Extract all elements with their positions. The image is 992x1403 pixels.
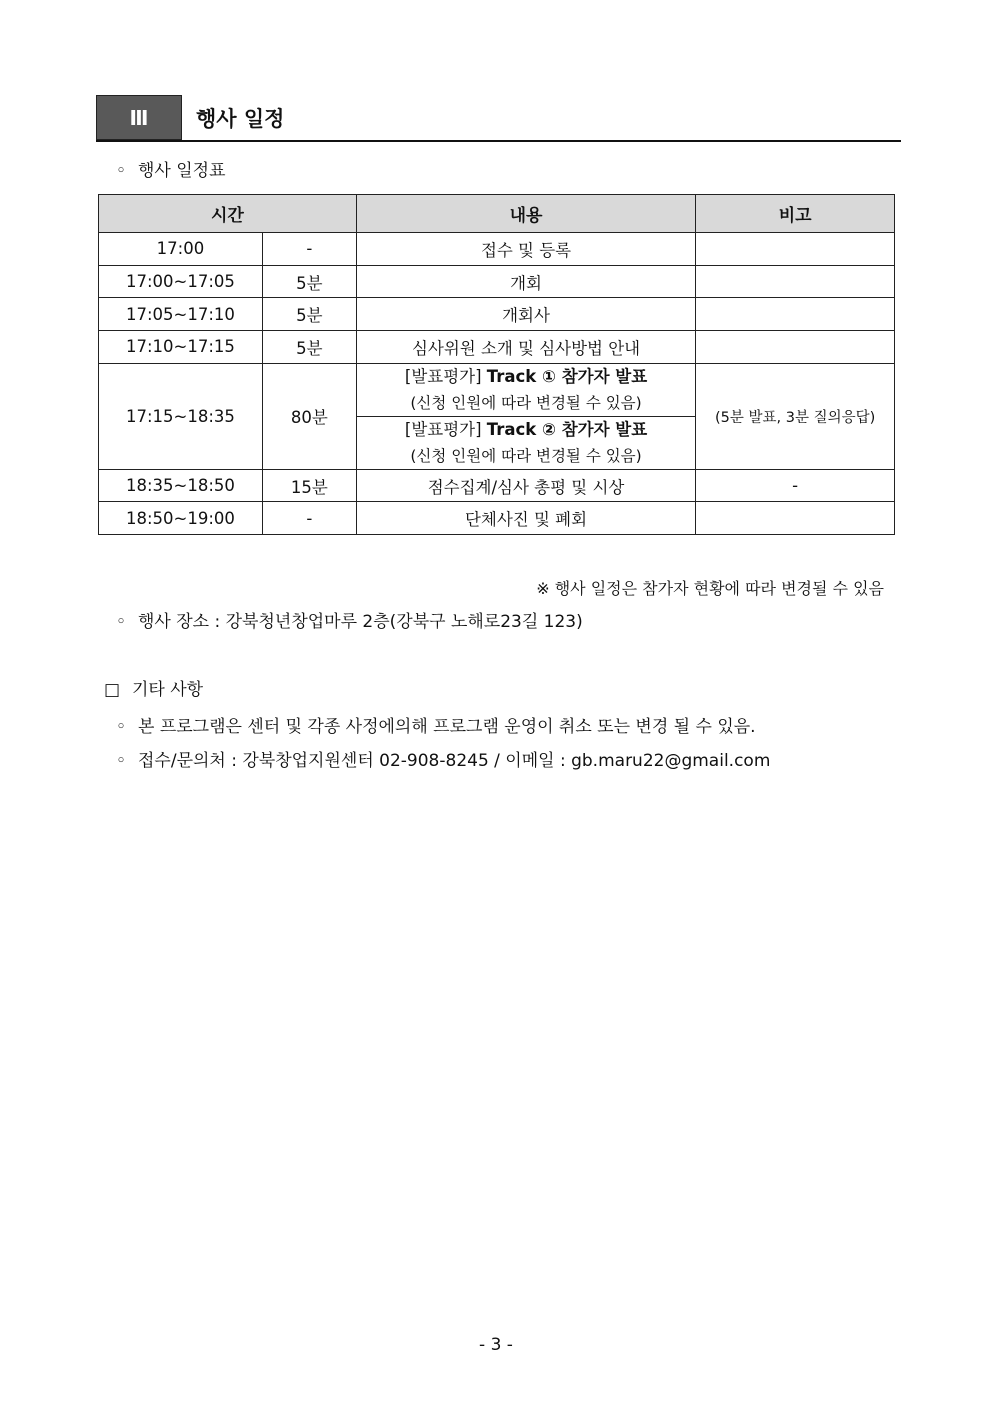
other-title-line: [104, 675, 203, 700]
track-2-bold: Track ② 참가자 발표: [486, 419, 648, 439]
cell-content: 단체사진 및 폐회: [356, 502, 696, 535]
circle-bullet-icon: ◦: [116, 612, 127, 632]
cell-duration: 5분: [262, 298, 356, 331]
other-title: 기타 사항: [132, 680, 204, 700]
cell-time: 17:10~17:15: [99, 331, 263, 364]
table-row: [99, 265, 895, 298]
cell-time: 18:50~19:00: [99, 502, 263, 535]
circle-bullet-icon: ◦: [116, 161, 127, 181]
cell-track-2: [356, 416, 696, 469]
cell-time: 18:35~18:50: [99, 469, 263, 502]
track-2-prefix: [발표평가]: [404, 419, 482, 439]
other-item: [116, 746, 770, 771]
cell-duration: -: [262, 233, 356, 266]
venue-line: [116, 607, 583, 632]
track-1-bold: Track ① 참가자 발표: [486, 366, 648, 386]
circle-bullet-icon: ◦: [116, 751, 127, 771]
section-number: Ⅲ: [96, 95, 182, 140]
cell-duration: 5분: [262, 265, 356, 298]
schedule-table: [98, 194, 895, 535]
cell-time: 17:15~18:35: [99, 363, 263, 469]
track-1-title: [357, 364, 696, 390]
other-item: [116, 712, 756, 737]
track-2-sub: (신청 인원에 따라 변경될 수 있음): [410, 446, 642, 465]
header-note: 비고: [696, 195, 895, 233]
header-content: 내용: [356, 195, 696, 233]
cell-note: -: [696, 469, 895, 502]
cell-content: 심사위원 소개 및 심사방법 안내: [356, 331, 696, 364]
track-2-title: [357, 417, 696, 443]
section-divider: [96, 140, 901, 142]
cell-track-1: [356, 363, 696, 416]
cell-note: (5분 발표, 3분 질의응답): [696, 363, 895, 469]
cell-content: 점수집계/심사 총평 및 시상: [356, 469, 696, 502]
other-item-text: 본 프로그램은 센터 및 각종 사정에의해 프로그램 운영이 취소 또는 변경 될 수 있음.: [138, 717, 756, 737]
table-row: [99, 298, 895, 331]
table-row: [99, 233, 895, 266]
cell-duration: 80분: [262, 363, 356, 469]
section-header: [96, 95, 901, 142]
track-1-prefix: [발표평가]: [404, 366, 482, 386]
cell-duration: 15분: [262, 469, 356, 502]
cell-note: [696, 502, 895, 535]
cell-note: [696, 265, 895, 298]
other-item-text: 접수/문의처 : 강북창업지원센터 02-908-8245 / 이메일 : gb.maru22@gmail.com: [138, 751, 771, 771]
table-row-presentation: [99, 363, 895, 416]
table-row: [99, 502, 895, 535]
cell-note: [696, 298, 895, 331]
cell-duration: -: [262, 502, 356, 535]
track-1-sub: (신청 인원에 따라 변경될 수 있음): [410, 393, 642, 412]
cell-time: 17:00: [99, 233, 263, 266]
cell-content: 개회사: [356, 298, 696, 331]
page-number: - 3 -: [479, 1335, 513, 1355]
cell-time: 17:00~17:05: [99, 265, 263, 298]
cell-time: 17:05~17:10: [99, 298, 263, 331]
header-time: 시간: [99, 195, 357, 233]
cell-content: 접수 및 등록: [356, 233, 696, 266]
schedule-label: 행사 일정표: [138, 161, 226, 181]
table-header-row: [99, 195, 895, 233]
cell-note: [696, 233, 895, 266]
table-row: [99, 331, 895, 364]
square-bullet-icon: □: [104, 680, 121, 700]
venue-text: 행사 장소 : 강북청년창업마루 2층(강북구 노해로23길 123): [138, 612, 583, 632]
circle-bullet-icon: ◦: [116, 717, 127, 737]
schedule-label-line: [116, 156, 226, 181]
section-title: 행사 일정: [196, 107, 285, 131]
table-footnote: ※ 행사 일정은 참가자 현황에 따라 변경될 수 있음: [536, 579, 884, 598]
table-row: [99, 469, 895, 502]
cell-content: 개회: [356, 265, 696, 298]
cell-duration: 5분: [262, 331, 356, 364]
cell-note: [696, 331, 895, 364]
